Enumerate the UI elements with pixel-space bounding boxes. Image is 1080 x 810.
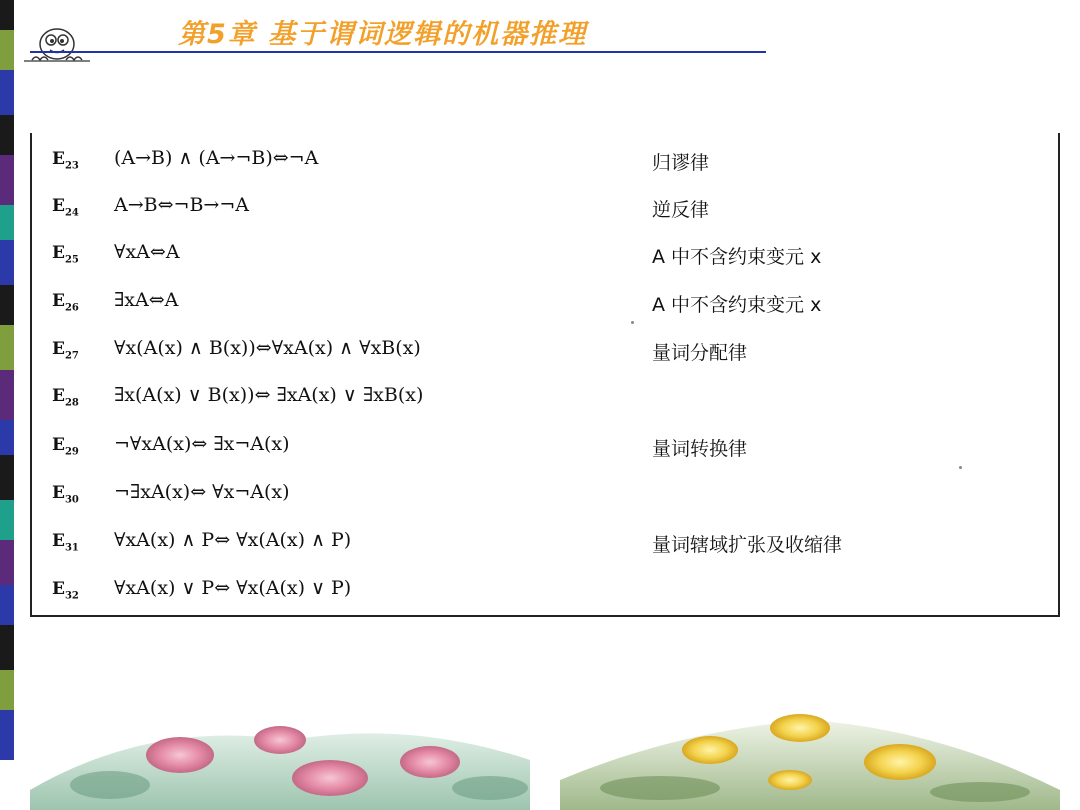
table-row (32, 473, 1058, 519)
page-title: 第5章 基于谓词逻辑的机器推理 (178, 19, 588, 50)
row-formula: ∀xA(x) ∧ P⇔ ∀x(A(x) ∧ P) (114, 529, 352, 551)
row-description: A 中不含约束变元 x (652, 294, 822, 316)
row-formula: ∃xA⇔A (114, 289, 179, 311)
table-row (32, 139, 1058, 185)
row-formula: ¬∃xA(x)⇔ ∀x¬A(x) (114, 481, 290, 503)
formula-table (30, 133, 1060, 617)
row-code: $E_{28}$ (52, 386, 79, 409)
row-code: $E_{32}$ (52, 579, 79, 602)
row-code: $E_{24}$ (52, 196, 79, 219)
row-code: $E_{31}$ (52, 531, 79, 554)
row-code: $E_{30}$ (52, 483, 79, 506)
row-code: $E_{27}$ (52, 339, 79, 362)
row-formula: ∀x(A(x) ∧ B(x))⇔∀xA(x) ∧ ∀xB(x) (114, 337, 421, 359)
row-code: $E_{25}$ (52, 243, 79, 266)
scan-dot (959, 466, 962, 469)
pink-roses-image (30, 700, 530, 810)
title-underline (30, 51, 766, 53)
mascot-logo-icon (24, 20, 90, 66)
row-formula: A→B⇔¬B→¬A (114, 194, 249, 216)
row-formula: (A→B) ∧ (A→¬B)⇔¬A (114, 147, 319, 169)
row-formula: ∀xA(x) ∨ P⇔ ∀x(A(x) ∨ P) (114, 577, 352, 599)
row-description: 量词转换律 (652, 438, 748, 460)
table-row (32, 376, 1058, 422)
row-formula: ¬∀xA(x)⇔ ∃x¬A(x) (114, 433, 290, 455)
scan-dot (631, 321, 634, 324)
yellow-roses-image (560, 700, 1060, 810)
row-description: 量词辖域扩张及收缩律 (652, 534, 843, 556)
table-row (32, 329, 1058, 375)
table-row (32, 186, 1058, 232)
table-row (32, 233, 1058, 279)
table-row (32, 281, 1058, 327)
row-description: A 中不含约束变元 x (652, 246, 822, 268)
row-code: $E_{29}$ (52, 435, 79, 458)
row-description: 逆反律 (652, 199, 710, 221)
table-row (32, 425, 1058, 471)
left-decorative-strip (0, 0, 14, 810)
row-formula: ∃x(A(x) ∨ B(x))⇔ ∃xA(x) ∨ ∃xB(x) (114, 384, 424, 406)
table-row (32, 569, 1058, 615)
row-formula: ∀xA⇔A (114, 241, 180, 263)
row-code: $E_{26}$ (52, 291, 79, 314)
table-row (32, 521, 1058, 567)
row-description: 量词分配律 (652, 342, 748, 364)
row-code: $E_{23}$ (52, 149, 79, 172)
row-description: 归谬律 (652, 152, 710, 174)
